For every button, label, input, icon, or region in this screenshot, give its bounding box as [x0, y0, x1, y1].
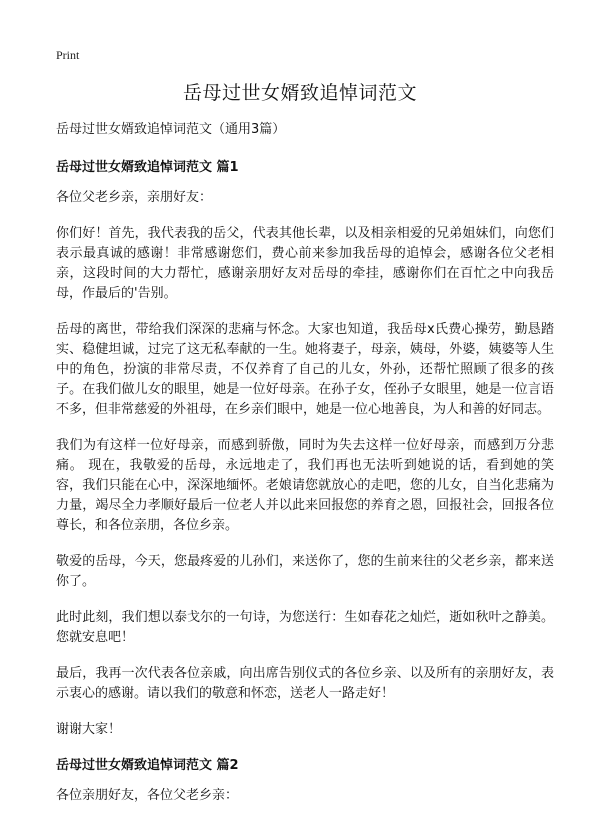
- paragraph: 岳母的离世，带给我们深深的悲痛与怀念。大家也知道，我岳母x氏费心操劳，勤恳踏实、稳健坦诚，过完了这无私奉献的一生。她将妻子，母亲，姨母，外婆，姨婆等人生中的角色，扮演的非常尽责，不仅养育了自己的儿女，外孙，还帮忙照顾了很多的孩子。在我们做儿女的眼里，她是一位好母亲。在孙子女，侄孙子女眼里，她是一位言语不多，但非常慈爱的外祖母，在乡亲们眼中，她是一位心地善良，为人和善的好同志。: [56, 322, 554, 417]
- document-title: 岳母过世女婿致追悼词范文: [182, 82, 417, 104]
- document-intro: 岳母过世女婿致追悼词范文（通用3篇）: [56, 122, 286, 137]
- paragraph: 敬爱的岳母，今天，您最疼爱的儿孙们，来送你了，您的生前来往的父老乡亲，都来送你了。: [56, 554, 554, 589]
- paragraph-greeting: 各位亲朋好友，各位父老乡亲：: [56, 788, 239, 803]
- paragraph: 此时此刻，我们想以泰戈尔的一句诗，为您送行：生如春花之灿烂，逝如秋叶之静美。您就安息吧！: [56, 610, 554, 645]
- print-link[interactable]: Print: [56, 48, 80, 62]
- paragraph: 最后，我再一次代表各位亲戚，向出席告别仪式的各位乡亲、以及所有的亲朋好友，表示衷心的感谢。请以我们的敬意和怀恋，送老人一路走好！: [56, 666, 554, 701]
- paragraph-closing: 谢谢大家！: [56, 722, 122, 737]
- document-body: [56, 120, 554, 822]
- paragraph-greeting: 各位父老乡亲，亲朋好友：: [56, 190, 213, 205]
- section-1: [56, 158, 554, 740]
- section-heading: 岳母过世女婿致追悼词范文 篇1: [56, 160, 239, 175]
- section-2: [56, 756, 554, 806]
- paragraph: 你们好！首先，我代表我的岳父，代表其他长辈，以及相亲相爱的兄弟姐妹们，向您们表示最真诚的感谢！非常感谢您们，费心前来参加我岳母的追悼会，感谢各位父老相亲，这段时间的大力帮忙，感谢亲朋好友对岳母的牵挂，感谢你们在百忙之中向我岳母，作最后的'告别。: [56, 226, 554, 301]
- section-heading: 岳母过世女婿致追悼词范文 篇2: [56, 758, 239, 773]
- paragraph: 我们为有这样一位好母亲，而感到骄傲，同时为失去这样一位好母亲，而感到万分悲痛。 现在，我敬爱的岳母，永远地走了，我们再也无法听到她说的话，看到她的笑容，我们只能在心中，深深地缅怀。老娘请您就放心的走吧，您的儿女，自当化悲痛为力量，竭尽全力孝顺好最后一位老人并以此来回报您的养育之恩，回报社会，回报各位尊长，和各位亲朋，各位乡亲。: [56, 438, 554, 533]
